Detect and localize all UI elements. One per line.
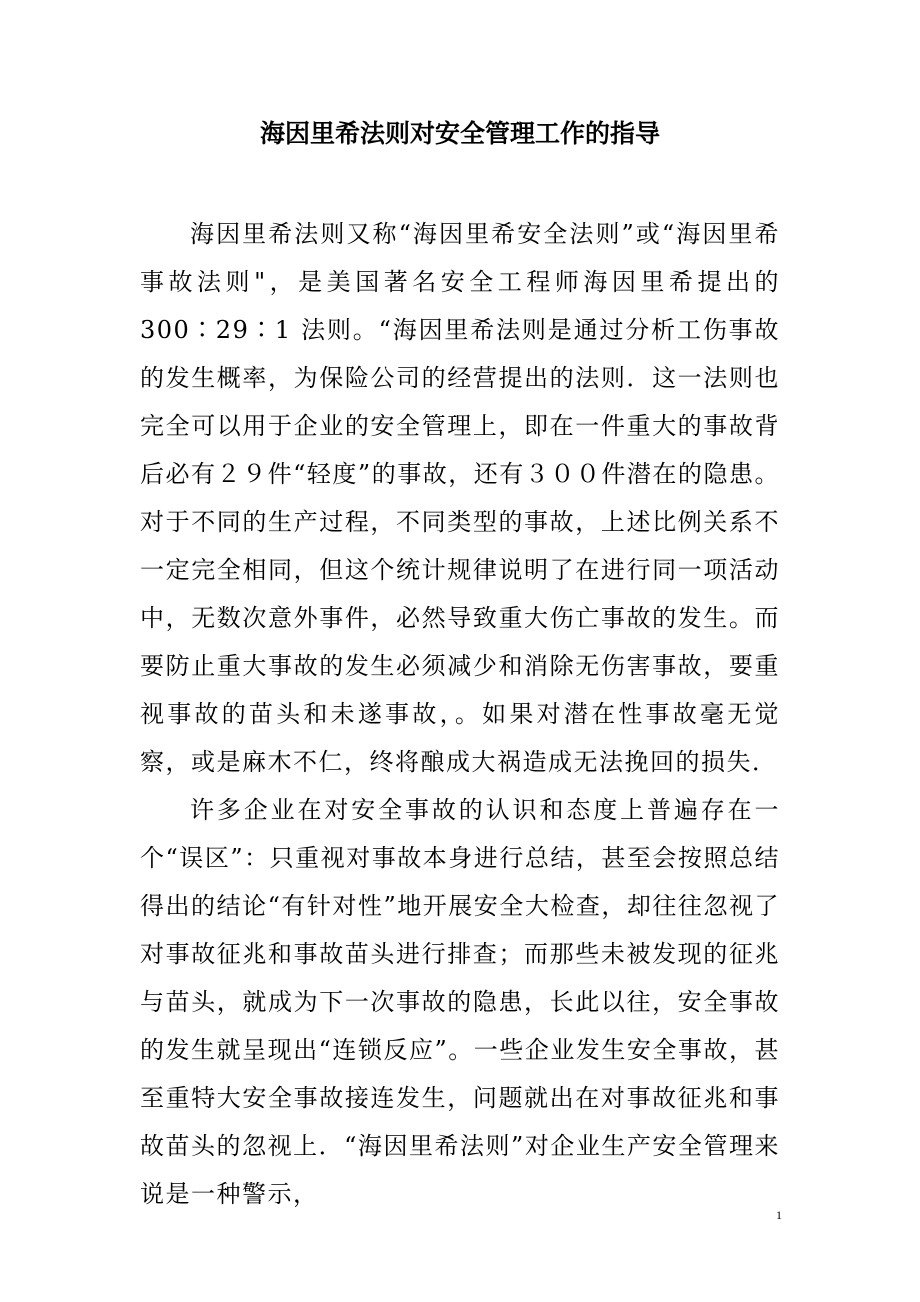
document-title: 海因里希法则对安全管理工作的指导 bbox=[259, 119, 660, 148]
paragraph-1: 海因里希法则又称“海因里希安全法则”或“海因里希事故法则"，是美国著名安全工程师海因里希提出的 300∶29∶1 法则。“海因里希法则是通过分析工伤事故的发生概率，为保险公司的经营提出的法则．这一法则也完全可以用于企业的安全管理上，即在一件重大的事故背后必有２９件“轻度”的事故，还有３００件潜在的隐患。对于不同的生产过程，不同类型的事故，上述比例关系不一定完全相同，但这个统计规律说明了在进行同一项活动中，无数次意外事件，必然导致重大伤亡事故的发生。而要防止重大事故的发生必须减少和消除无伤害事故，要重视事故的苗头和未遂事故，。如果对潜在性事故毫无觉察，或是麻木不仁，终将酿成大祸造成无法挽回的损失． bbox=[140, 220, 780, 776]
document-body bbox=[140, 210, 780, 1218]
paragraph-2: 许多企业在对安全事故的认识和态度上普遍存在一个“误区”：只重视对事故本身进行总结，甚至会按照总结得出的结论“有针对性”地开展安全大检查，却往往忽视了对事故征兆和事故苗头进行排查；而那些未被发现的征兆与苗头，就成为下一次事故的隐患，长此以往，安全事故的发生就呈现出“连锁反应”。一些企业发生安全事故，甚至重特大安全事故接连发生，问题就出在对事故征兆和事故苗头的忽视上．“海因里希法则”对企业生产安全管理来说是一种警示， bbox=[140, 796, 780, 1208]
page-number: 1 bbox=[776, 1208, 782, 1222]
